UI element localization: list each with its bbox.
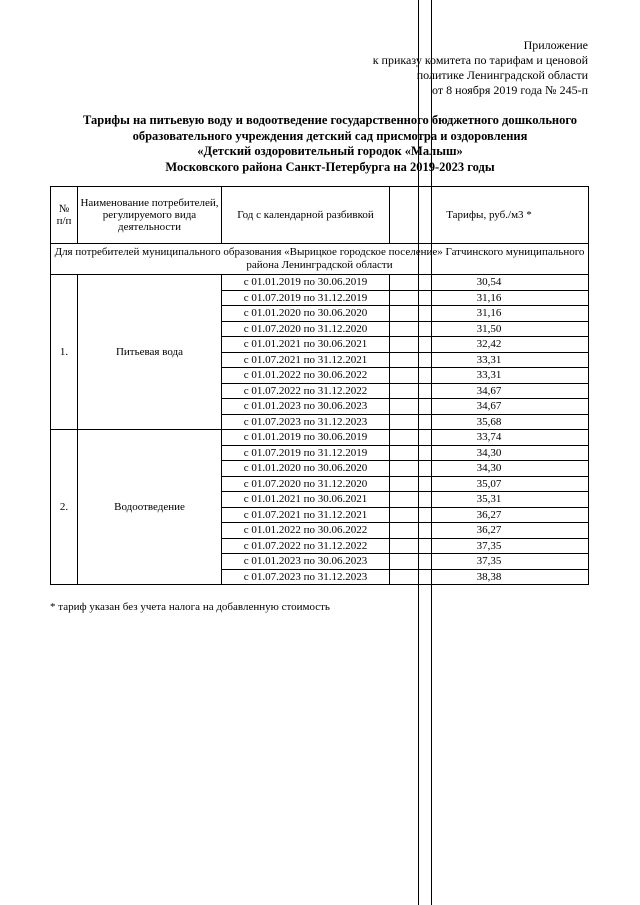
period-cell: с 01.07.2022 по 31.12.2022 xyxy=(222,538,390,554)
table-body xyxy=(51,244,589,585)
period-cell: с 01.01.2023 по 30.06.2023 xyxy=(222,399,390,415)
period-cell: с 01.07.2021 по 31.12.2021 xyxy=(222,352,390,368)
tariff-cell: 36,27 xyxy=(390,523,589,539)
section-title: Для потребителей муниципального образования «Вырицкое городское поселение» Гатчинского муниципального района Ленинградской области xyxy=(51,244,589,275)
period-cell: с 01.01.2019 по 30.06.2019 xyxy=(222,430,390,446)
period-cell: с 01.01.2021 по 30.06.2021 xyxy=(222,337,390,353)
period-cell: с 01.01.2022 по 30.06.2022 xyxy=(222,523,390,539)
title-line-2: образовательного учреждения детский сад присмотра и оздоровления xyxy=(132,128,528,143)
document-title xyxy=(40,113,620,175)
appendix-line-1: Приложение xyxy=(523,38,588,52)
header-tariff: Тарифы, руб./м3 * xyxy=(390,187,589,244)
tariff-cell: 34,67 xyxy=(390,383,589,399)
period-cell: с 01.07.2021 по 31.12.2021 xyxy=(222,507,390,523)
tariff-table xyxy=(50,186,589,585)
tariff-cell: 31,50 xyxy=(390,321,589,337)
tariff-cell: 34,30 xyxy=(390,461,589,477)
section-row xyxy=(51,244,589,275)
tariff-cell: 38,38 xyxy=(390,569,589,585)
tariff-cell: 35,07 xyxy=(390,476,589,492)
tariff-cell: 34,67 xyxy=(390,399,589,415)
appendix-block xyxy=(268,38,588,98)
period-cell: с 01.01.2020 по 30.06.2020 xyxy=(222,461,390,477)
tariff-cell: 35,31 xyxy=(390,492,589,508)
tariff-cell: 37,35 xyxy=(390,538,589,554)
period-cell: с 01.07.2020 по 31.12.2020 xyxy=(222,476,390,492)
appendix-line-2: к приказу комитета по тарифам и ценовой xyxy=(372,53,588,67)
period-cell: с 01.01.2019 по 30.06.2019 xyxy=(222,275,390,291)
appendix-line-4: от 8 ноября 2019 года № 245-п xyxy=(432,83,588,97)
period-cell: с 01.01.2020 по 30.06.2020 xyxy=(222,306,390,322)
tariff-cell: 36,27 xyxy=(390,507,589,523)
group-name: Водоотведение xyxy=(78,430,222,585)
header-num: № п/п xyxy=(51,187,78,244)
period-cell: с 01.07.2019 по 31.12.2019 xyxy=(222,445,390,461)
title-line-1: Тарифы на питьевую воду и водоотведение государственного бюджетного дошкольного xyxy=(82,113,577,127)
group-name: Питьевая вода xyxy=(78,275,222,430)
period-cell: с 01.07.2019 по 31.12.2019 xyxy=(222,290,390,306)
period-cell: с 01.01.2022 по 30.06.2022 xyxy=(222,368,390,384)
group-number: 2. xyxy=(51,430,78,585)
tariff-cell: 33,31 xyxy=(390,352,589,368)
appendix-line-3: политике Ленинградской области xyxy=(416,68,588,82)
group-number: 1. xyxy=(51,275,78,430)
period-cell: с 01.07.2020 по 31.12.2020 xyxy=(222,321,390,337)
period-cell: с 01.07.2022 по 31.12.2022 xyxy=(222,383,390,399)
tariff-cell: 35,68 xyxy=(390,414,589,430)
tariff-cell: 33,31 xyxy=(390,368,589,384)
header-period: Год с календарной разбивкой xyxy=(222,187,390,244)
tariff-cell: 37,35 xyxy=(390,554,589,570)
tariff-cell: 32,42 xyxy=(390,337,589,353)
tariff-cell: 34,30 xyxy=(390,445,589,461)
period-cell: с 01.01.2021 по 30.06.2021 xyxy=(222,492,390,508)
table-row xyxy=(51,430,589,446)
footnote: * тариф указан без учета налога на добавленную стоимость xyxy=(50,601,330,613)
tariff-cell: 31,16 xyxy=(390,290,589,306)
tariff-cell: 30,54 xyxy=(390,275,589,291)
table-row xyxy=(51,275,589,291)
table-header-row xyxy=(51,187,589,244)
period-cell: с 01.07.2023 по 31.12.2023 xyxy=(222,414,390,430)
title-line-3: «Детский оздоровительный городок «Малыш» xyxy=(197,144,463,158)
tariff-cell: 31,16 xyxy=(390,306,589,322)
period-cell: с 01.07.2023 по 31.12.2023 xyxy=(222,569,390,585)
title-line-4: Московского района Санкт-Петербурга на 2019-2023 годы xyxy=(165,159,495,174)
tariff-cell: 33,74 xyxy=(390,430,589,446)
header-name: Наименование потребителей, регулируемого вида деятельности xyxy=(78,187,222,244)
period-cell: с 01.01.2023 по 30.06.2023 xyxy=(222,554,390,570)
